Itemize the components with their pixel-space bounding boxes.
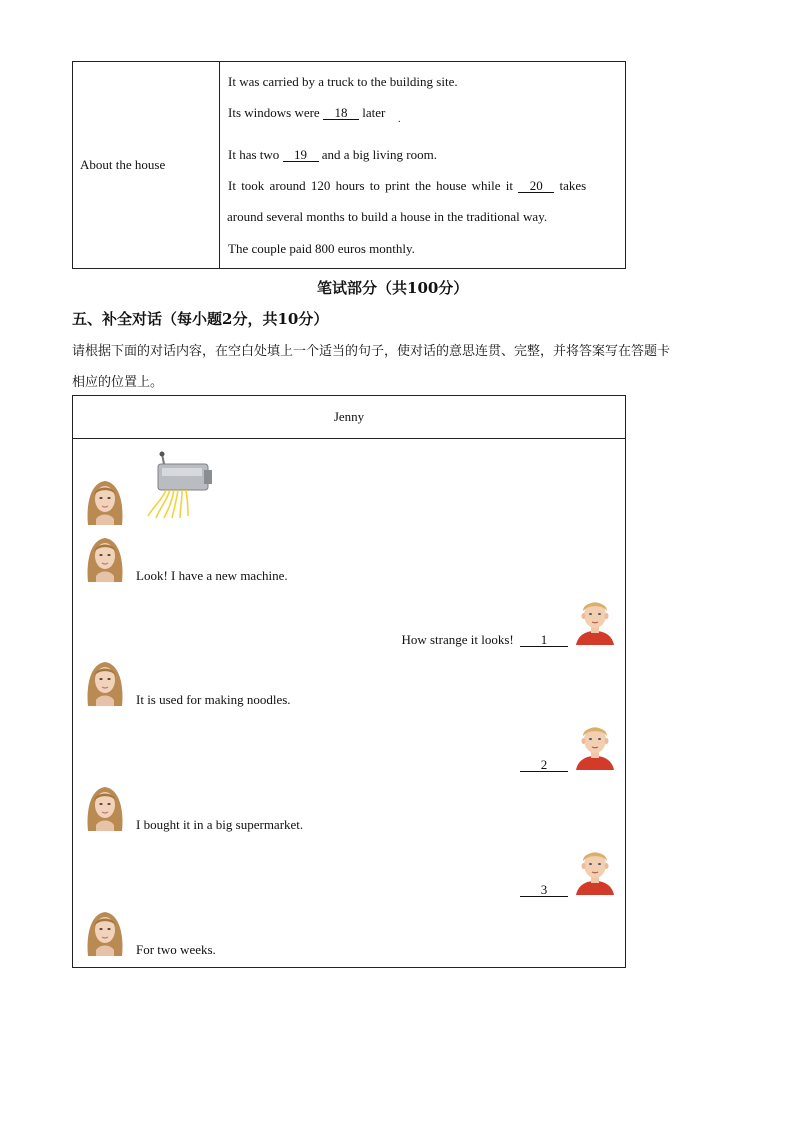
house-line-1: It was carried by a truck to the building site. <box>228 74 458 89</box>
table-column-divider <box>219 62 220 268</box>
dialogue-line-5: I bought it in a big supermarket. <box>136 817 304 832</box>
house-line-5: around several months to build a house in the traditional way. <box>227 209 548 224</box>
girl-avatar <box>82 906 128 956</box>
house-line-3-post: and a big living room. <box>321 147 437 162</box>
house-line-3-pre: It has two <box>228 147 280 162</box>
house-line-4-post: takes <box>559 178 587 193</box>
boy-avatar <box>572 595 618 645</box>
blank-2: 2 <box>520 759 568 772</box>
girl-avatar <box>82 656 128 706</box>
house-line-2 <box>228 105 385 121</box>
dialogue-header: Jenny <box>333 409 365 424</box>
part-title: 五、补全对话（每小题2分，共10分） <box>72 310 329 328</box>
row-label-about-house: About the house <box>80 157 166 172</box>
dialogue-line-6 <box>520 882 568 898</box>
house-line-6: The couple paid 800 euros monthly. <box>228 241 415 256</box>
boy-avatar <box>572 845 618 895</box>
dialogue-line-2-text: How strange it looks! <box>401 632 514 647</box>
house-line-4-pre: It took around 120 hours to print the house while it <box>228 178 514 193</box>
blank-20: 20 <box>518 180 554 193</box>
stray-dot: . <box>398 114 401 125</box>
section-title: 笔试部分（共100分） <box>317 279 469 297</box>
dialogue-line-2 <box>401 632 568 648</box>
blank-3: 3 <box>520 884 568 897</box>
blank-1: 1 <box>520 634 568 647</box>
girl-avatar <box>82 781 128 831</box>
instructions-line-1: 请根据下面的对话内容，在空白处填上一个适当的句子，使对话的意思连贯、完整，并将答案写在答题卡 <box>72 344 671 359</box>
instructions-line-2: 相应的位置上。 <box>72 375 164 390</box>
blank-18: 18 <box>323 107 359 120</box>
girl-avatar <box>82 532 128 582</box>
house-line-4 <box>228 178 586 194</box>
house-line-2-pre: Its windows were <box>228 105 320 120</box>
boy-avatar <box>572 720 618 770</box>
house-line-2-post: later <box>362 105 386 120</box>
pasta-machine-image <box>144 450 220 520</box>
house-line-3 <box>228 147 437 163</box>
dialogue-line-4 <box>520 757 568 773</box>
blank-19: 19 <box>283 149 319 162</box>
dialogue-line-1: Look! I have a new machine. <box>136 568 288 583</box>
girl-avatar <box>82 475 128 525</box>
dialogue-header-divider <box>73 438 625 439</box>
dialogue-line-3: It is used for making noodles. <box>136 692 291 707</box>
dialogue-line-7: For two weeks. <box>136 942 216 957</box>
